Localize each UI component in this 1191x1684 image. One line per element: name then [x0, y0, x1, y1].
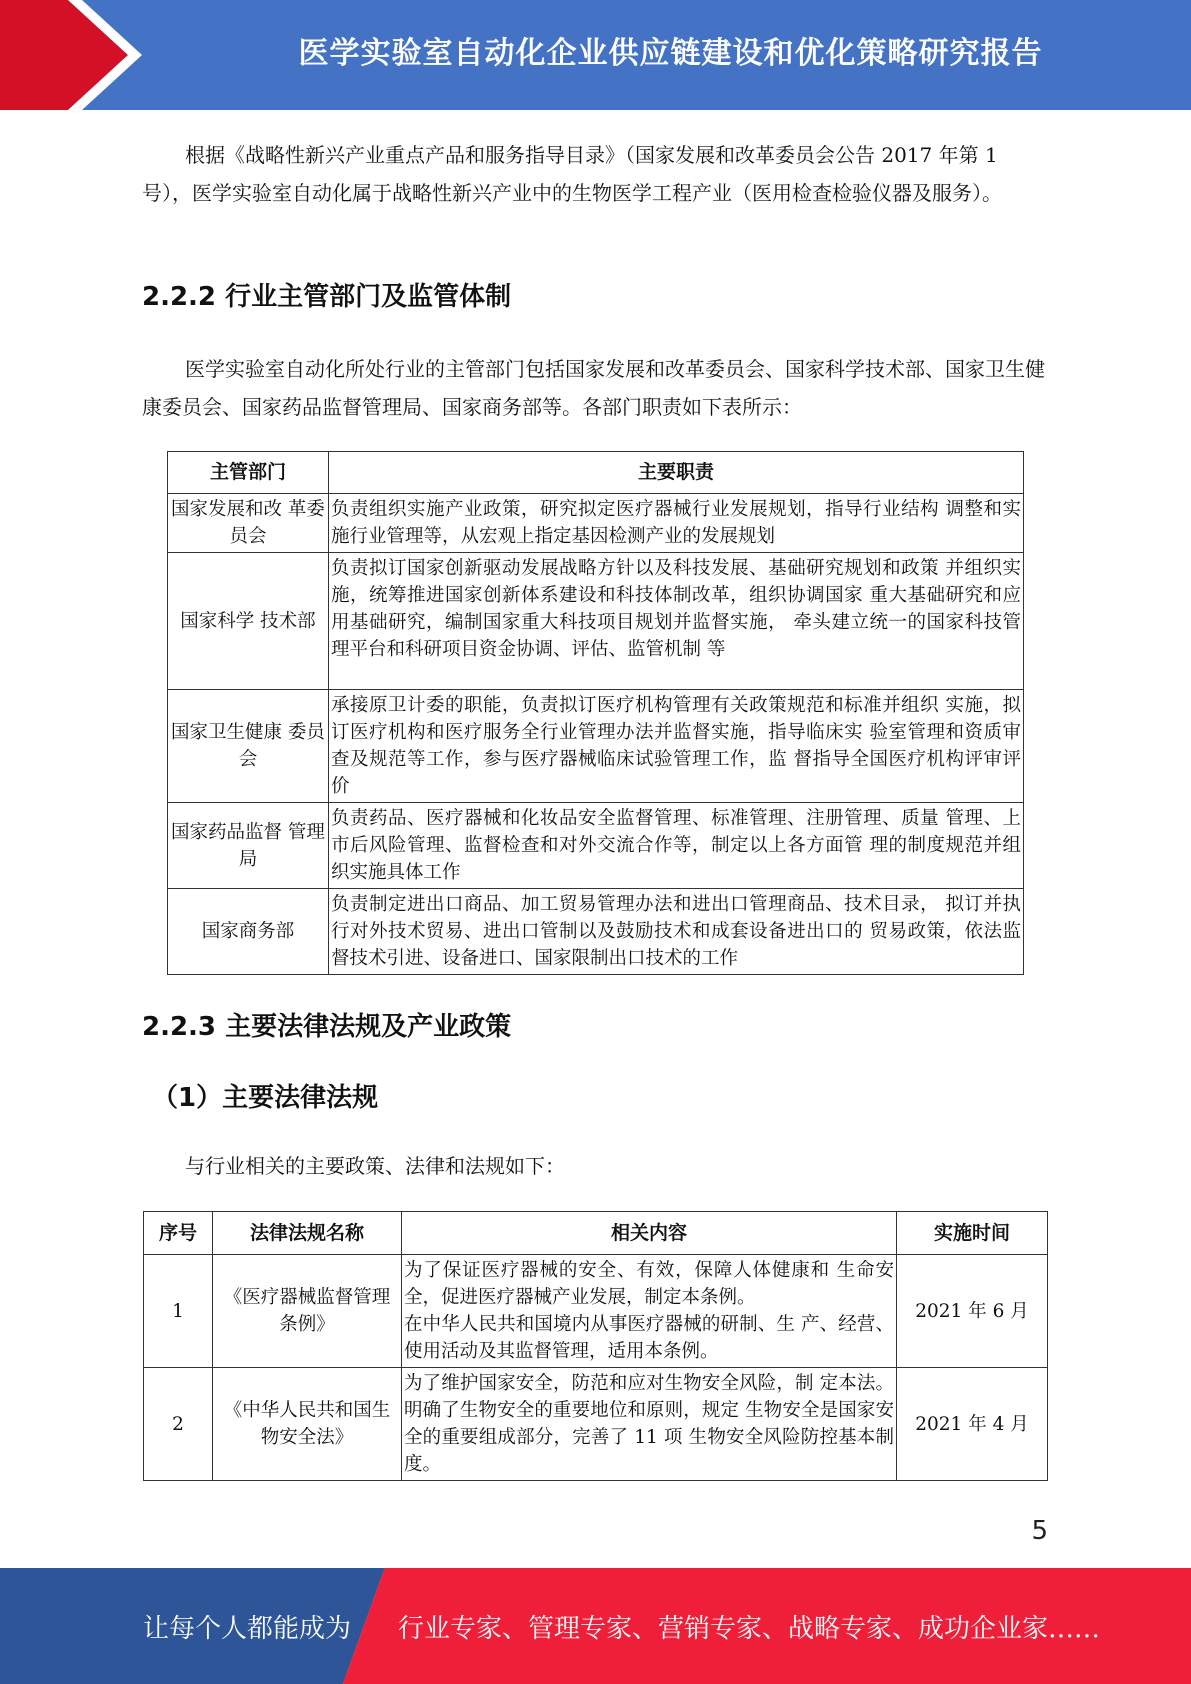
- table-header-row: [168, 452, 1024, 494]
- effective-date-cell: 2021 年 4 月: [897, 1368, 1048, 1481]
- serial-number-cell: 1: [144, 1255, 213, 1368]
- page-header: [0, 0, 1191, 110]
- department-cell: 国家发展和改 革委员会: [168, 494, 329, 553]
- table-row: [168, 494, 1024, 553]
- column-header: 实施时间: [897, 1212, 1048, 1255]
- report-title: 医学实验室自动化企业供应链建设和优化策略研究报告: [298, 36, 1043, 71]
- serial-number-cell: 2: [144, 1368, 213, 1481]
- duty-cell: 负责制定进出口商品、加工贸易管理办法和进出口管理商品、技术目录， 拟订并执行对外技术贸易、进出口管制以及鼓励技术和成套设备进出口的 贸易政策，依法监督技术引进、设备进口、国家限制出口技术的工作: [329, 889, 1024, 975]
- section-2-2-2-paragraph: 医学实验室自动化所处行业的主管部门包括国家发展和改革委员会、国家科学技术部、国家卫生健康委员会、国家药品监督管理局、国家商务部等。各部门职责如下表所示：: [142, 357, 1045, 419]
- footer-slogan-left: 让每个人都能成为: [143, 1613, 352, 1644]
- section-heading-2-2-3: 2.2.3 主要法律法规及产业政策: [142, 1012, 512, 1042]
- page-number: 5: [1031, 1516, 1048, 1546]
- column-header: 相关内容: [402, 1212, 897, 1255]
- table-row: [144, 1368, 1048, 1481]
- law-content-paragraph: 为了保证医疗器械的安全、有效，保障人体健康和 生命安全，促进医疗器械产业发展，制定本条例。: [404, 1260, 894, 1308]
- intro-paragraph: 根据《战略性新兴产业重点产品和服务指导目录》（国家发展和改革委员会公告 2017 年第 1 号），医学实验室自动化属于战略性新兴产业中的生物医学工程产业（医用检查检验仪器及服务）。: [142, 143, 1002, 205]
- law-content-paragraph: 在中华人民共和国境内从事医疗器械的研制、生 产、经营、使用活动及其监督管理，适用本条例。: [404, 1314, 894, 1362]
- section-2-2-3-paragraph: 与行业相关的主要政策、法律和法规如下：: [185, 1154, 565, 1178]
- laws-table: [143, 1211, 1048, 1481]
- department-cell: 国家商务部: [168, 889, 329, 975]
- column-header: 主要职责: [329, 452, 1024, 494]
- duty-cell: 负责药品、医疗器械和化妆品安全监督管理、标准管理、注册管理、质量 管理、上市后风险管理、监督检查和对外交流合作等，制定以上各方面管 理的制度规范并组织实施具体工作: [329, 803, 1024, 889]
- duty-cell: 承接原卫计委的职能，负责拟订医疗机构管理有关政策规范和标准并组织 实施，拟订医疗机构和医疗服务全行业管理办法并监督实施，指导临床实 验室管理和资质审查及规范等工作，参与医疗器械临床试验管理工作，监 督指导全国医疗机构评审评价: [329, 690, 1024, 803]
- column-header: 序号: [144, 1212, 213, 1255]
- law-content-cell: 为了维护国家安全，防范和应对生物安全风险，制 定本法。明确了生物安全的重要地位和原则，规定 生物安全是国家安全的重要组成部分，完善了 11 项 生物安全风险防控基本制度。: [402, 1368, 897, 1481]
- law-content-cell: [402, 1255, 897, 1368]
- header-arrow-decoration: [0, 0, 150, 110]
- law-name-cell: 《医疗器械监督管理条例》: [213, 1255, 402, 1368]
- subsection-heading-laws: （1）主要法律法规: [152, 1083, 379, 1113]
- table-row: [144, 1255, 1048, 1368]
- table-row: [168, 889, 1024, 975]
- law-name-cell: 《中华人民共和国生物安全法》: [213, 1368, 402, 1481]
- department-cell: 国家科学 技术部: [168, 553, 329, 690]
- duty-cell: 负责组织实施产业政策，研究拟定医疗器械行业发展规划，指导行业结构 调整和实施行业管理等，从宏观上指定基因检测产业的发展规划: [329, 494, 1024, 553]
- section-heading-2-2-2: 2.2.2 行业主管部门及监管体制: [142, 282, 512, 312]
- table-row: [168, 553, 1024, 690]
- departments-table: [167, 451, 1024, 975]
- effective-date-cell: 2021 年 6 月: [897, 1255, 1048, 1368]
- table-row: [168, 690, 1024, 803]
- page-footer: [0, 1568, 1191, 1684]
- department-cell: 国家卫生健康 委员会: [168, 690, 329, 803]
- department-cell: 国家药品监督 管理局: [168, 803, 329, 889]
- table-header-row: [144, 1212, 1048, 1255]
- column-header: 主管部门: [168, 452, 329, 494]
- table-row: [168, 803, 1024, 889]
- footer-slogan-right: 行业专家、管理专家、营销专家、战略专家、成功企业家……: [398, 1613, 1101, 1644]
- duty-cell: 负责拟订国家创新驱动发展战略方针以及科技发展、基础研究规划和政策 并组织实施，统筹推进国家创新体系建设和科技体制改革，组织协调国家 重大基础研究和应用基础研究，编制国家重大科技项目规划并监督实施， 牵头建立统一的国家科技管理平台和科研项目资金协调、评估、监管机制 等: [329, 553, 1024, 690]
- column-header: 法律法规名称: [213, 1212, 402, 1255]
